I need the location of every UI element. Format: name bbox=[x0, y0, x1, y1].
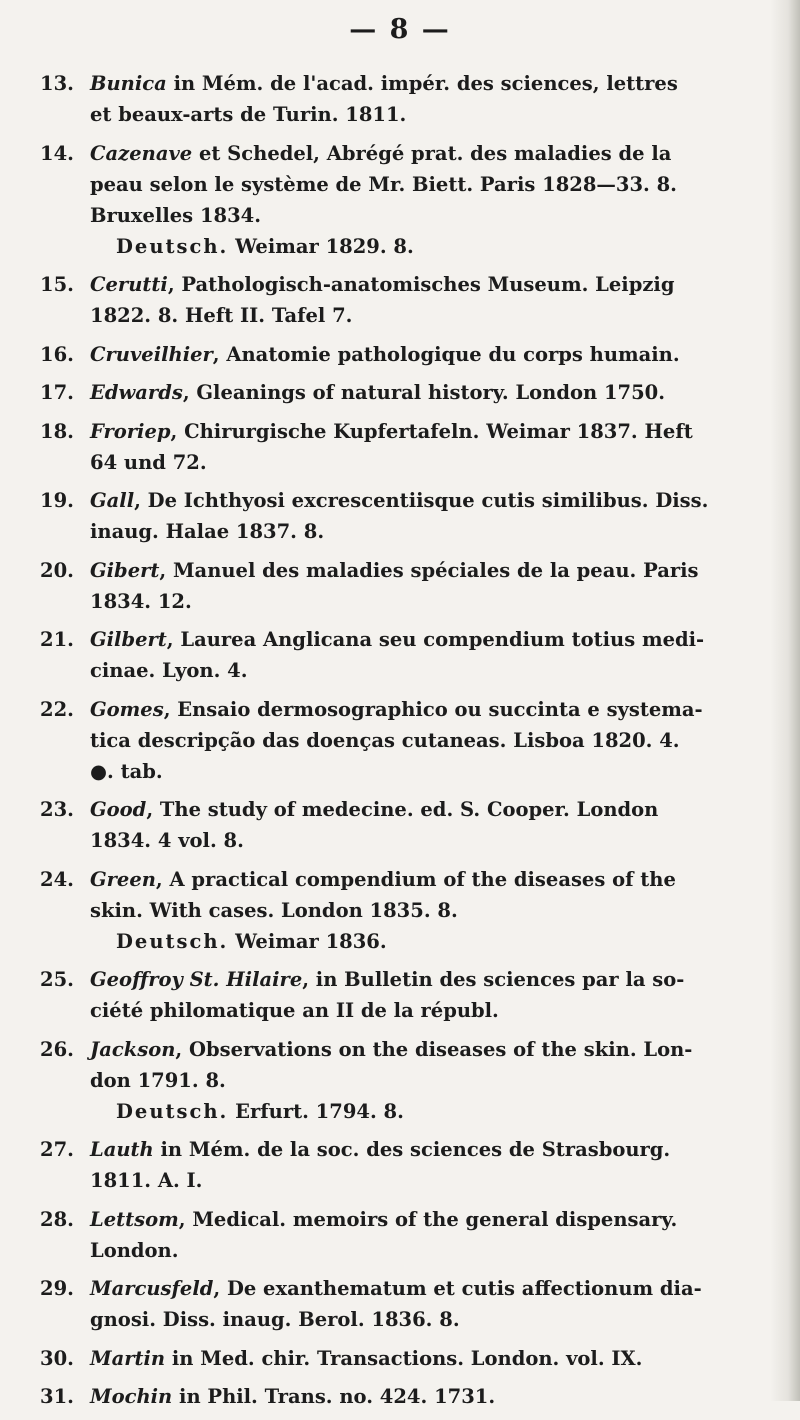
entry-text: gnosi. Diss. inaug. Berol. 1836. 8. bbox=[90, 1308, 460, 1331]
entry-author: Froriep bbox=[90, 419, 171, 443]
entry-line bbox=[90, 555, 760, 586]
entry-number: 23. bbox=[40, 798, 74, 821]
entry-number: 30. bbox=[40, 1346, 74, 1370]
bibliography-entry bbox=[40, 794, 760, 856]
entry-line bbox=[90, 485, 760, 516]
entry-line bbox=[90, 300, 760, 331]
entry-text: 1811. A. I. bbox=[90, 1169, 203, 1192]
entry-line bbox=[90, 864, 760, 895]
bibliography-entry bbox=[40, 339, 760, 370]
bibliography-entry bbox=[40, 694, 760, 787]
entry-author: Green bbox=[90, 867, 156, 891]
entry-author: Gilbert bbox=[90, 628, 167, 651]
bibliography-entry bbox=[40, 964, 760, 1026]
entry-text: London. bbox=[90, 1238, 179, 1262]
entry-author: Marcusfeld bbox=[90, 1277, 214, 1300]
entry-author: Cerutti bbox=[90, 273, 168, 296]
entry-author: Gomes bbox=[90, 697, 164, 721]
translation-details: Weimar 1836. bbox=[235, 929, 387, 953]
entry-text: ●. tab. bbox=[90, 759, 163, 783]
entry-text: Bruxelles 1834. bbox=[90, 203, 262, 227]
entry-author: Lauth bbox=[90, 1138, 154, 1161]
entry-text: , Chirurgische Kupfertafeln. Weimar 1837. Heft bbox=[170, 419, 693, 443]
entry-line bbox=[90, 655, 760, 686]
entry-text: , Medical. memoirs of the general dispensary. bbox=[178, 1207, 678, 1231]
entry-number: 20. bbox=[40, 558, 74, 582]
entry-number: 24. bbox=[40, 867, 74, 891]
entry-line bbox=[90, 1235, 760, 1266]
bibliography-entry bbox=[40, 68, 760, 130]
entry-line bbox=[90, 1034, 760, 1065]
entry-text: 1822. 8. Heft II. Tafel 7. bbox=[90, 304, 353, 327]
entry-text: , Ensaio dermosographico ou succinta e systema- bbox=[163, 697, 703, 721]
entry-translation-note bbox=[90, 1096, 760, 1127]
bibliography-entry bbox=[40, 269, 760, 331]
entry-author: Mochin bbox=[90, 1385, 173, 1408]
entry-line bbox=[90, 586, 760, 617]
entry-line bbox=[90, 99, 760, 130]
translation-language: Deutsch. bbox=[116, 1099, 229, 1123]
entry-number: 13. bbox=[40, 72, 74, 95]
entry-line bbox=[90, 200, 760, 231]
entry-number: 26. bbox=[40, 1037, 74, 1061]
entry-author: Cazenave bbox=[90, 141, 193, 165]
entry-text: , A practical compendium of the diseases of the bbox=[155, 867, 676, 891]
entry-number: 25. bbox=[40, 968, 74, 991]
entry-line bbox=[90, 377, 760, 408]
entry-line bbox=[90, 339, 760, 370]
entry-line bbox=[90, 725, 760, 756]
entry-text: inaug. Halae 1837. 8. bbox=[90, 520, 325, 543]
entry-text: peau selon le système de Mr. Biett. Paris 1828—33. 8. bbox=[90, 172, 677, 196]
entry-translation-note bbox=[90, 926, 760, 957]
entry-text: 1834. 12. bbox=[90, 589, 192, 613]
entry-line bbox=[90, 825, 760, 856]
entry-text: , De exanthematum et cutis affectionum dia- bbox=[213, 1277, 702, 1300]
entry-text: , Pathologisch-anatomisches Museum. Leipzig bbox=[167, 273, 675, 296]
entry-line bbox=[90, 1204, 760, 1235]
entry-number: 28. bbox=[40, 1207, 74, 1231]
entry-text: , Observations on the diseases of the skin. Lon- bbox=[175, 1037, 693, 1061]
entry-number: 18. bbox=[40, 419, 74, 443]
entry-text: , The study of medecine. ed. S. Cooper. London bbox=[146, 798, 659, 821]
entry-text: in Mém. de l'acad. impér. des sciences, lettres bbox=[173, 72, 678, 95]
entry-author: Edwards bbox=[90, 381, 183, 404]
entry-text: 64 und 72. bbox=[90, 450, 207, 474]
translation-details: Weimar 1829. 8. bbox=[235, 234, 414, 258]
entry-line bbox=[90, 794, 760, 825]
entry-line bbox=[90, 995, 760, 1026]
entry-text: et beaux-arts de Turin. 1811. bbox=[90, 103, 407, 126]
bibliography-entry bbox=[40, 1034, 760, 1127]
entry-line bbox=[90, 68, 760, 99]
entry-line bbox=[90, 269, 760, 300]
entry-text: , De Ichthyosi excrescentiisque cutis similibus. Diss. bbox=[134, 489, 709, 512]
entry-line bbox=[90, 624, 760, 655]
entry-line bbox=[90, 169, 760, 200]
entry-number: 14. bbox=[40, 141, 74, 165]
bibliography-entry bbox=[40, 1134, 760, 1196]
translation-language: Deutsch. bbox=[116, 929, 229, 953]
entry-line bbox=[90, 138, 760, 169]
entry-text: , in Bulletin des sciences par la so- bbox=[302, 968, 685, 991]
entry-author: Gibert bbox=[90, 558, 160, 582]
bibliography-entry bbox=[40, 1381, 760, 1412]
entry-number: 17. bbox=[40, 381, 74, 404]
entry-number: 29. bbox=[40, 1277, 74, 1300]
entry-number: 31. bbox=[40, 1385, 74, 1408]
entry-number: 15. bbox=[40, 273, 74, 296]
entry-line bbox=[90, 1065, 760, 1096]
entry-author: Bunica bbox=[90, 72, 167, 95]
entry-author: Martin bbox=[90, 1346, 166, 1370]
bibliography-entry bbox=[40, 1273, 760, 1335]
entry-author: Good bbox=[90, 798, 147, 821]
translation-language: Deutsch. bbox=[116, 234, 229, 258]
entry-text: 1834. 4 vol. 8. bbox=[90, 829, 244, 852]
translation-details: Erfurt. 1794. 8. bbox=[235, 1099, 404, 1123]
entry-text: ciété philomatique an II de la républ. bbox=[90, 999, 499, 1022]
entry-author: Lettsom bbox=[90, 1207, 179, 1231]
entry-number: 16. bbox=[40, 342, 74, 366]
entry-translation-note bbox=[90, 231, 760, 262]
entry-text: in Med. chir. Transactions. London. vol. IX. bbox=[171, 1346, 643, 1370]
bibliography-list bbox=[40, 68, 760, 1420]
entry-text: , Laurea Anglicana seu compendium totius medi- bbox=[166, 628, 705, 651]
bibliography-entry bbox=[40, 138, 760, 262]
bibliography-entry bbox=[40, 485, 760, 547]
entry-line bbox=[90, 416, 760, 447]
bibliography-entry bbox=[40, 416, 760, 478]
entry-text: skin. With cases. London 1835. 8. bbox=[90, 898, 458, 922]
bibliography-entry bbox=[40, 1204, 760, 1266]
entry-line bbox=[90, 1304, 760, 1335]
entry-line bbox=[90, 447, 760, 478]
entry-author: Geoffroy St. Hilaire bbox=[90, 968, 303, 991]
entry-number: 27. bbox=[40, 1138, 74, 1161]
bibliography-entry bbox=[40, 377, 760, 408]
entry-line bbox=[90, 1273, 760, 1304]
page-edge-shadow bbox=[770, 0, 800, 1401]
entry-line bbox=[90, 964, 760, 995]
entry-line bbox=[90, 1134, 760, 1165]
entry-line bbox=[90, 1165, 760, 1196]
entry-line bbox=[90, 694, 760, 725]
entry-author: Cruveilhier bbox=[90, 342, 213, 366]
entry-text: cinae. Lyon. 4. bbox=[90, 659, 248, 682]
entry-number: 19. bbox=[40, 489, 74, 512]
entry-line bbox=[90, 756, 760, 787]
bibliography-entry bbox=[40, 624, 760, 686]
bibliography-entry bbox=[40, 1343, 760, 1374]
entry-line bbox=[90, 1381, 760, 1412]
entry-line bbox=[90, 895, 760, 926]
entry-line bbox=[90, 516, 760, 547]
entry-line bbox=[90, 1343, 760, 1374]
entry-text: , Anatomie pathologique du corps humain. bbox=[212, 342, 680, 366]
entry-number: 22. bbox=[40, 697, 74, 721]
bibliography-entry bbox=[40, 864, 760, 957]
entry-text: in Phil. Trans. no. 424. 1731. bbox=[179, 1385, 496, 1408]
entry-number: 21. bbox=[40, 628, 74, 651]
entry-text: , Manuel des maladies spéciales de la peau. Paris bbox=[159, 558, 699, 582]
entry-text: in Mém. de la soc. des sciences de Strasbourg. bbox=[160, 1138, 671, 1161]
entry-author: Gall bbox=[90, 489, 135, 512]
bibliography-entry bbox=[40, 555, 760, 617]
page-number: — 8 — bbox=[349, 14, 451, 45]
entry-text: tica descripção das doenças cutaneas. Lisboa 1820. 4. bbox=[90, 728, 680, 752]
entry-text: don 1791. 8. bbox=[90, 1068, 226, 1092]
entry-author: Jackson bbox=[90, 1037, 176, 1061]
entry-text: , Gleanings of natural history. London 1750. bbox=[182, 381, 666, 404]
entry-text: et Schedel, Abrégé prat. des maladies de la bbox=[198, 141, 672, 165]
